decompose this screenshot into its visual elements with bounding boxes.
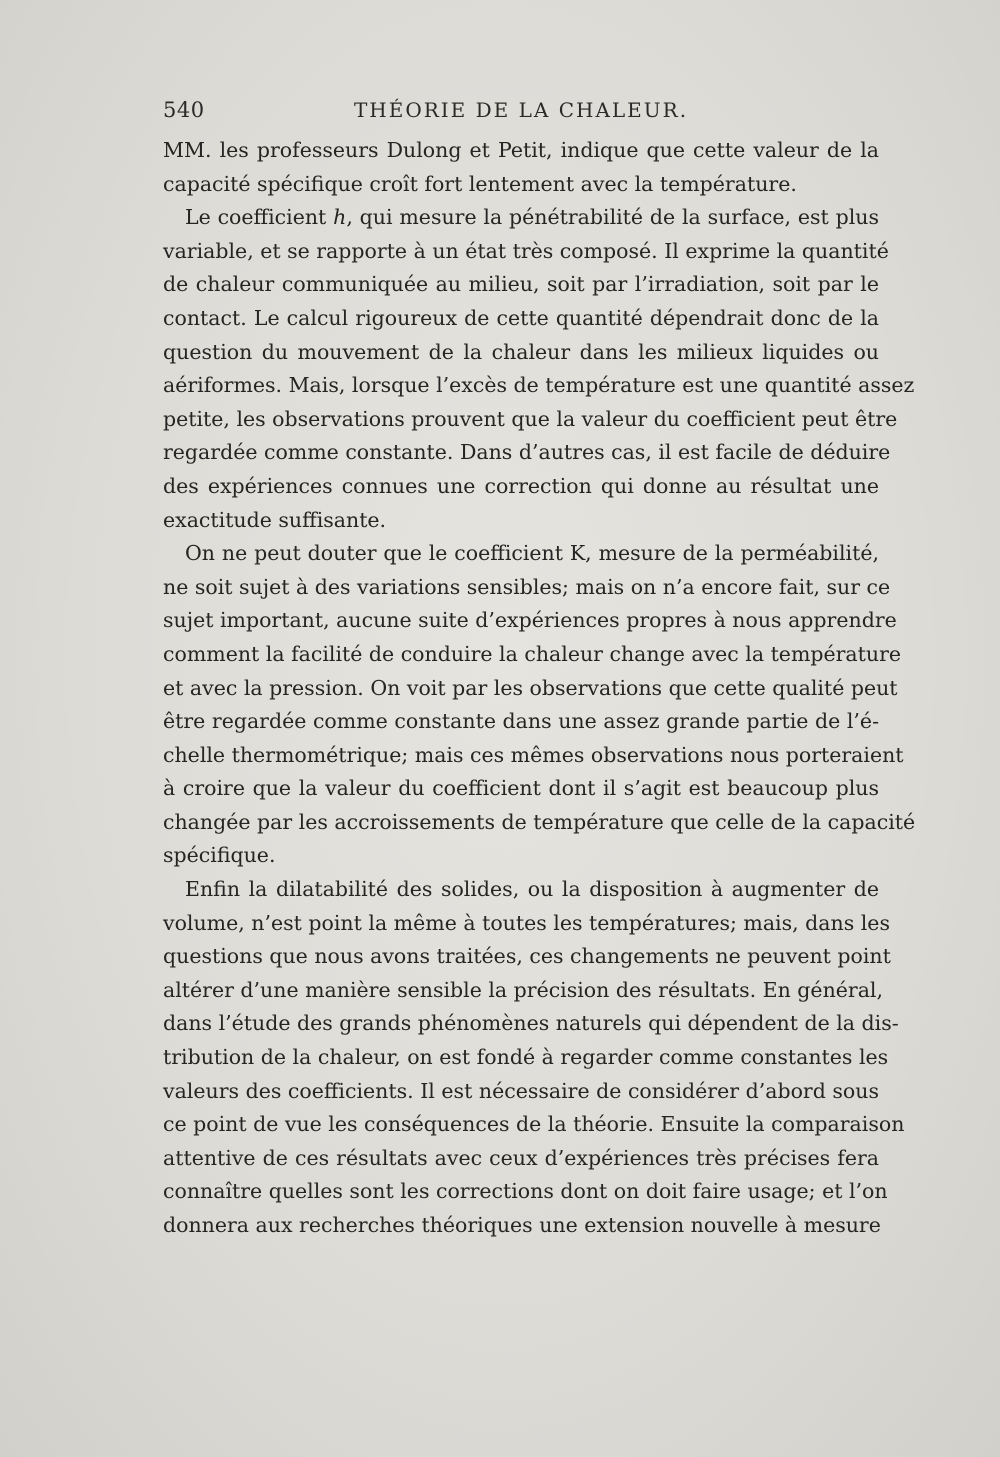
text-line: de chaleur communiquée au milieu, soit par l’irradiation, soit par le	[163, 272, 879, 297]
text-fragment: , qui mesure la pénétrabilité de la surface, est plus	[346, 205, 879, 230]
text-line: ce point de vue les conséquences de la théorie. Ensuite la comparaison	[163, 1112, 905, 1137]
text-line: aériformes. Mais, lorsque l’excès de température est une quantité assez	[163, 373, 915, 398]
text-line: valeurs des coefficients. Il est nécessaire de considérer d’abord sous	[163, 1078, 879, 1103]
page-header	[163, 92, 879, 126]
text-line: spécifique.	[163, 843, 276, 868]
text-line: volume, n’est point la même à toutes les températures; mais, dans les	[163, 910, 890, 935]
text-line: question du mouvement de la chaleur dans les milieux liquides ou	[163, 339, 879, 364]
text-line: capacité spécifique croît fort lentement avec la température.	[163, 171, 797, 196]
text-line: On ne peut douter que le coefficient K, mesure de la perméabilité,	[185, 541, 879, 566]
text-line: sujet important, aucune suite d’expériences propres à nous apprendre	[163, 608, 897, 633]
text-line: ne soit sujet à des variations sensibles; mais on n’a encore fait, sur ce	[163, 574, 891, 599]
text-fragment: Le coefficient	[185, 205, 327, 230]
text-line: regardée comme constante. Dans d’autres cas, il est facile de déduire	[163, 440, 891, 465]
text-line: changée par les accroissements de température que celle de la capacité	[163, 809, 916, 834]
text-line: être regardée comme constante dans une assez grande partie de l’é-	[163, 709, 879, 734]
text-line: à croire que la valeur du coefficient dont il s’agit est beaucoup plus	[163, 776, 879, 801]
paragraph-4	[163, 873, 905, 1243]
paragraph-2	[163, 201, 915, 537]
text-line	[163, 201, 879, 235]
paragraph-1	[163, 134, 879, 201]
text-line: Enfin la dilatabilité des solides, ou la disposition à augmenter de	[185, 877, 879, 902]
text-line: donnera aux recherches théoriques une extension nouvelle à mesure	[163, 1213, 881, 1237]
page-number: 540	[163, 98, 205, 122]
text-line: MM. les professeurs Dulong et Petit, indique que cette valeur de la	[163, 138, 879, 162]
paragraph-3	[163, 537, 916, 873]
running-title: THÉORIE DE LA CHALEUR.	[353, 98, 689, 122]
text-line: variable, et se rapporte à un état très composé. Il exprime la quantité	[163, 238, 889, 263]
text-line: comment la facilité de conduire la chaleur change avec la température	[163, 641, 902, 666]
text-line: questions que nous avons traitées, ces changements ne peuvent point	[163, 944, 891, 969]
text-line: des expériences connues une correction qui donne au résultat une	[163, 473, 879, 498]
text-line: altérer d’une manière sensible la précision des résultats. En général,	[163, 977, 883, 1002]
text-line: et avec la pression. On voit par les observations que cette qualité peut	[163, 675, 898, 700]
text-line: contact. Le calcul rigoureux de cette quantité dépendrait donc de la	[163, 305, 879, 330]
text-line: attentive de ces résultats avec ceux d’expériences très précises fera	[163, 1145, 879, 1170]
math-symbol-h: h	[333, 205, 347, 230]
text-line: tribution de la chaleur, on est fondé à regarder comme constantes les	[163, 1045, 889, 1070]
text-line: connaître quelles sont les corrections dont on doit faire usage; et l’on	[163, 1179, 888, 1204]
text-line: chelle thermométrique; mais ces mêmes observations nous porteraient	[163, 742, 904, 767]
text-line: dans l’étude des grands phénomènes naturels qui dépendent de la dis-	[163, 1011, 899, 1036]
text-line: petite, les observations prouvent que la valeur du coefficient peut être	[163, 406, 898, 431]
body-text	[163, 134, 916, 1243]
text-line: exactitude suffisante.	[163, 507, 387, 532]
